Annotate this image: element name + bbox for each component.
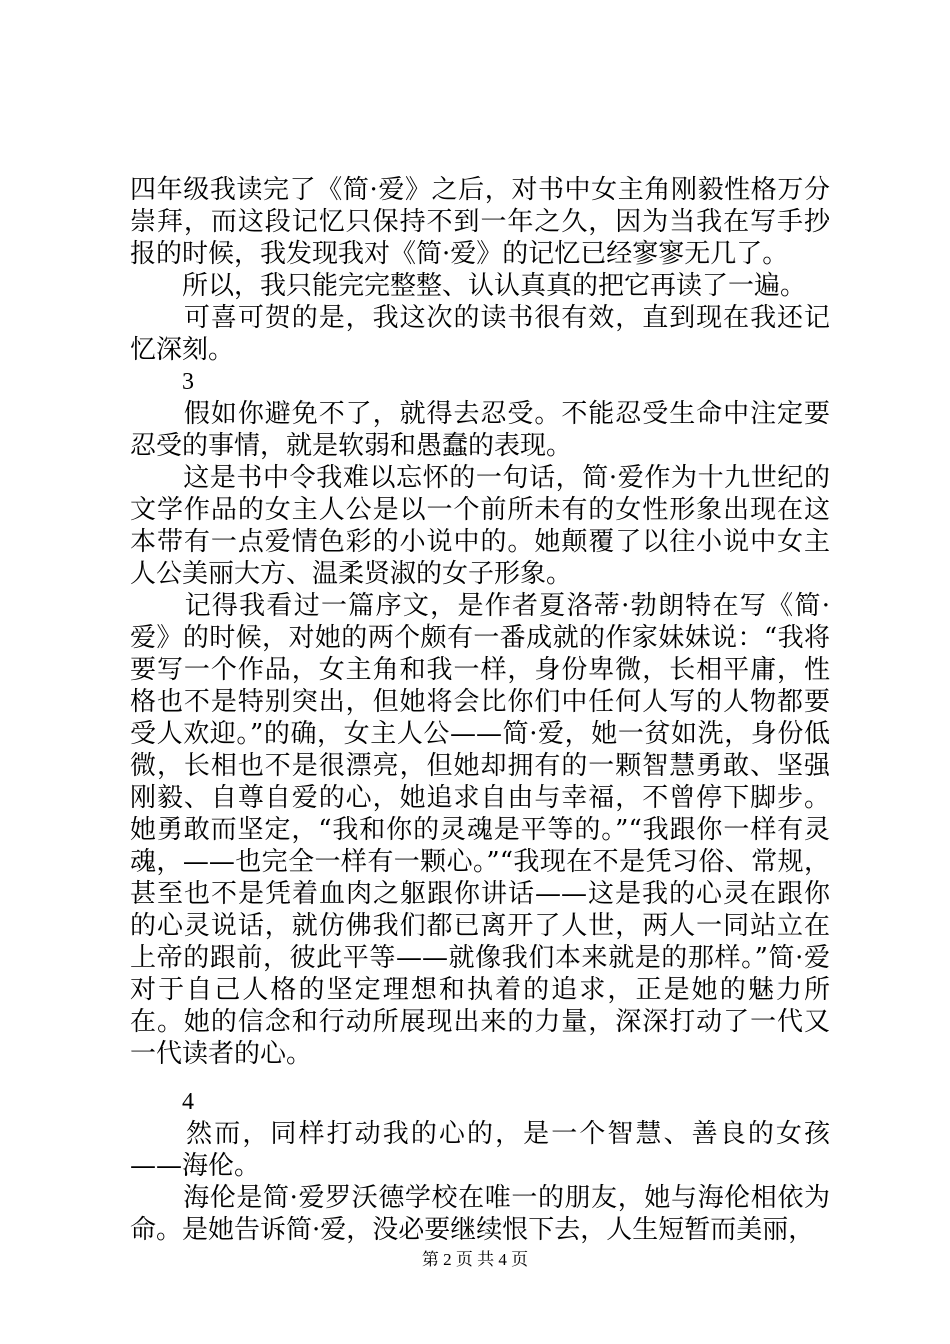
paragraph-quote: 假如你避免不了，就得去忍受。不能忍受生命中注定要忍受的事情，就是软弱和愚蠢的表现。 <box>130 399 830 461</box>
section-number-4: 4 <box>182 1089 194 1115</box>
paragraph-analysis: 这是书中令我难以忘怀的一句话，简·爱作为十九世纪的文学作品的女主人公是以一个前所未有的女性形象出现在这本带有一点爱情色彩的小说中的。她颠覆了以往小说中女主人公美丽大方、温柔贤淑的女子形象。 <box>130 463 830 589</box>
paragraph-3: 可喜可贺的是，我这次的读书很有效，直到现在我还记忆深刻。 <box>130 303 830 365</box>
paragraph-helen: 海伦是简·爱罗沃德学校在唯一的朋友，她与海伦相依为命。是她告诉简·爱，没必要继续恨下去，人生短暂而美丽， <box>130 1183 830 1245</box>
paragraph-1: 四年级我读完了《简·爱》之后，对书中女主角刚毅性格万分崇拜，而这段记忆只保持不到一年之久，因为当我在写手抄报的时候，我发现我对《简·爱》的记忆已经寥寥无几了。 <box>130 175 830 269</box>
page-footer: 第 2 页 共 4 页 <box>421 1250 529 1269</box>
document-body <box>130 174 830 1246</box>
paragraph-preface: 记得我看过一篇序文，是作者夏洛蒂·勃朗特在写《简·爱》的时候，对她的两个颇有一番成就的作家妹妹说：“我将要写一个作品，女主角和我一样，身份卑微，长相平庸，性格也不是特别突出，但她将会比你们中任何人写的人物都要受人欢迎。”的确，女主人公——简·爱，她一贫如洗，身份低微，长相也不是很漂亮，但她却拥有的一颗智慧勇敢、坚强刚毅、自尊自爱的心，她追求自由与幸福，不曾停下脚步。她勇敢而坚定，“我和你的灵魂是平等的。”“我跟你一样有灵魂，——也完全一样有一颗心。”“我现在不是凭习俗、常规，甚至也不是凭着血肉之躯跟你讲话——这是我的心灵在跟你的心灵说话，就仿佛我们都已离开了人世，两人一同站立在上帝的跟前，彼此平等——就像我们本来就是的那样。”简·爱对于自己人格的坚定理想和执着的追求，正是她的魅力所在。她的信念和行动所展现出来的力量，深深打动了一代又一代读者的心。 <box>130 591 830 1069</box>
paragraph-helen-intro: 然而，同样打动我的心的，是一个智慧、善良的女孩——海伦。 <box>130 1119 830 1181</box>
paragraph-2: 所以，我只能完完整整、认认真真的把它再读了一遍。 <box>130 271 807 301</box>
section-number-3: 3 <box>182 369 194 395</box>
